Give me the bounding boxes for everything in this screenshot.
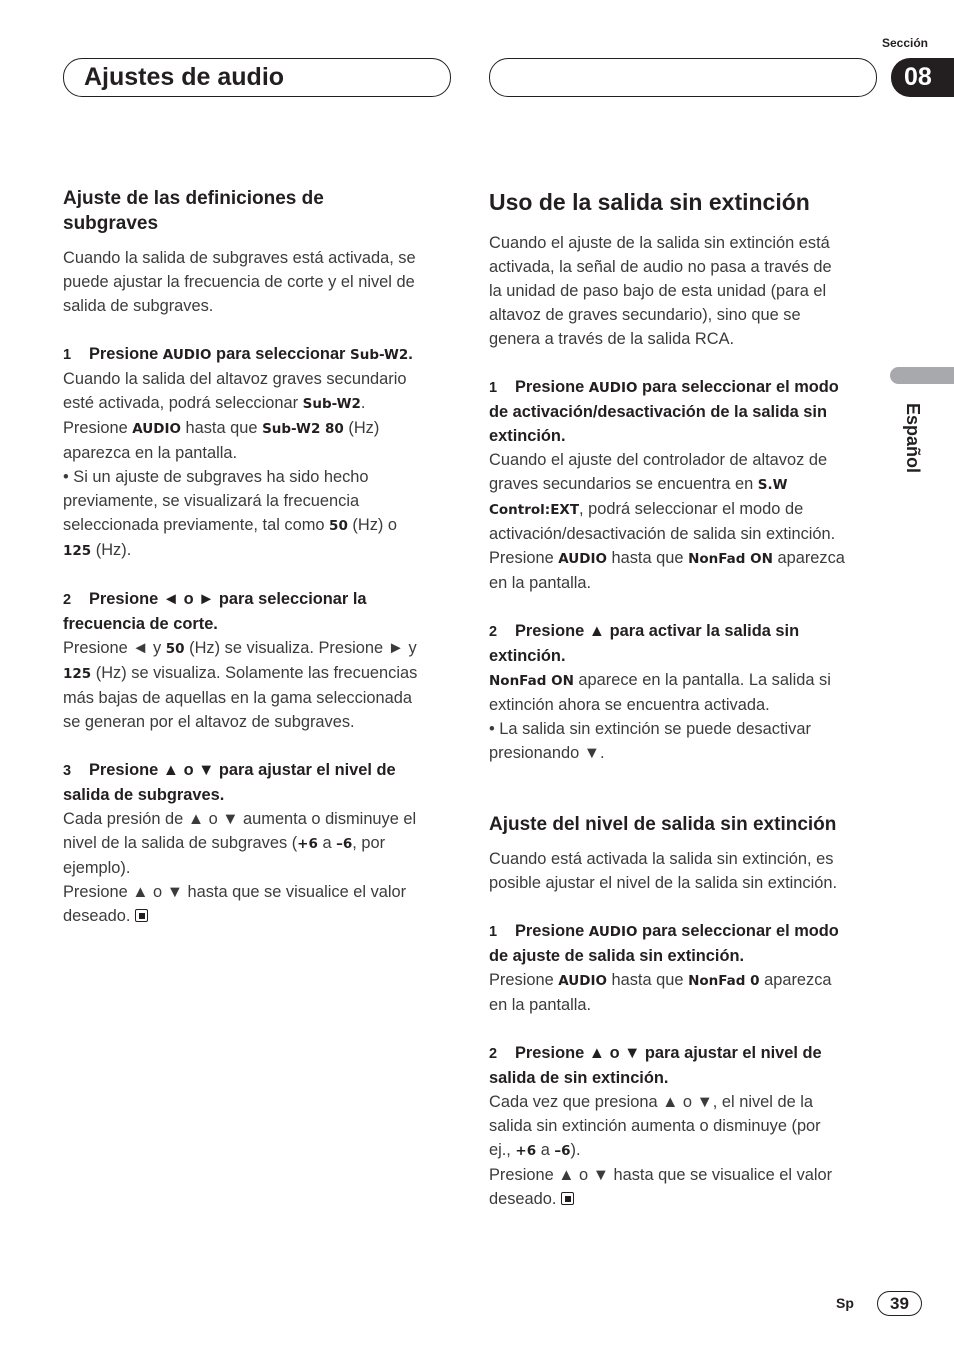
text-line: genera a través de la salida RCA.: [489, 330, 735, 348]
text-span: ).: [570, 1141, 581, 1159]
step-body: [489, 968, 881, 1017]
display-text: 125: [63, 543, 92, 559]
text-span: de activación/desactivación de la salida sin: [489, 403, 827, 421]
page-title: Ajustes de audio: [84, 63, 285, 91]
step-number: 2: [489, 1046, 498, 1062]
display-text: –6: [336, 836, 353, 852]
step-number: 2: [489, 624, 498, 640]
text-span: extinción.: [489, 427, 566, 445]
text-span: graves secundarios se encuentra en: [489, 475, 758, 493]
display-text: +6: [297, 836, 318, 852]
step-body: [489, 668, 881, 765]
text-span: para seleccionar el modo: [637, 378, 839, 396]
step-title: [63, 342, 455, 367]
display-text: 50: [165, 641, 185, 657]
text-span: seleccionada previamente, tal como: [63, 516, 330, 534]
text-span: salida de subgraves.: [63, 786, 225, 804]
text-span: .: [360, 394, 366, 412]
text-line: Cuando está activada la salida sin extinción, es: [489, 850, 834, 868]
display-text: Sub-W2: [350, 347, 409, 363]
text-line: Cuando el ajuste de la salida sin extinción está: [489, 234, 830, 252]
step-body: [489, 448, 881, 595]
language-tab-bar: [890, 367, 954, 384]
text-span: ej.,: [489, 1141, 516, 1159]
text-line: previamente, se visualizará la frecuencia: [63, 492, 360, 510]
text-span: para seleccionar: [211, 345, 350, 363]
display-text: –6: [554, 1143, 571, 1159]
text-line: activación/desactivación de salida sin extinción.: [489, 525, 836, 543]
text-span: aparezca: [772, 549, 845, 567]
key-label: AUDIO: [558, 973, 607, 989]
text-line: en la pantalla.: [489, 574, 592, 592]
display-text: NonFad 0: [688, 973, 760, 989]
text-span: para seleccionar el modo: [637, 922, 839, 940]
text-span: aparezca: [759, 971, 832, 989]
text-span: .: [408, 345, 413, 363]
section-number-tab: 08: [891, 58, 954, 97]
text-line: Presione ▲ o ▼ hasta que se visualice el valor: [489, 1166, 833, 1184]
step-title: [489, 919, 881, 968]
text-line: • Si un ajuste de subgraves ha sido hecho: [63, 468, 369, 486]
step-number: 1: [63, 347, 72, 363]
key-label: AUDIO: [162, 347, 212, 363]
step-body: [63, 636, 455, 734]
text-span: nivel de la salida de subgraves (: [63, 834, 298, 852]
text-line: en la pantalla.: [489, 996, 592, 1014]
text-line: más bajas de aquellas en la gama seleccionada: [63, 689, 412, 707]
key-label: AUDIO: [588, 924, 638, 940]
text-line: salida de subgraves.: [63, 297, 214, 315]
text-span: (Hz) se visualiza. Solamente las frecuencias: [91, 664, 418, 682]
step-title: [489, 619, 881, 668]
sub-heading: Ajuste del nivel de salida sin extinción: [489, 814, 837, 835]
heading-line: subgraves: [63, 213, 159, 234]
display-text: 50: [329, 518, 348, 534]
step-body: [63, 367, 455, 563]
text-line: extinción ahora se encuentra activada.: [489, 696, 770, 714]
end-mark-icon: [135, 909, 148, 922]
header-title-frame: [63, 58, 451, 97]
text-line: ejemplo).: [63, 859, 131, 877]
text-span: salida de sin extinción.: [489, 1069, 669, 1087]
text-span: Presione: [515, 922, 589, 940]
text-line: Cada presión de ▲ o ▼ aumenta o disminuye el: [63, 810, 417, 828]
display-text: +6: [515, 1143, 537, 1159]
text-span: Presione ▲ para activar la salida sin: [515, 622, 800, 640]
text-span: Presione ▲ o ▼ para ajustar el nivel de: [515, 1044, 822, 1062]
text-line: Cuando la salida del altavoz graves secundario: [63, 370, 407, 388]
text-line: Cuando la salida de subgraves está activada, se: [63, 249, 416, 267]
text-span: a: [317, 834, 337, 852]
sub-intro-text: [489, 847, 881, 895]
text-span: (Hz): [343, 419, 380, 437]
text-line: Cuando el ajuste del controlador de altavoz de: [489, 451, 828, 469]
step-title: [489, 375, 881, 448]
text-span: (Hz) se visualiza. Presione ► y: [184, 639, 417, 657]
end-mark-icon: [561, 1192, 574, 1205]
text-span: (Hz).: [91, 541, 132, 559]
language-label: Español: [903, 403, 923, 474]
text-line: se generan por el altavoz de subgraves.: [63, 713, 355, 731]
text-line: salida sin extinción aumenta o disminuye (por: [489, 1117, 821, 1135]
section-title: Uso de la salida sin extinción: [489, 189, 810, 215]
text-span: frecuencia de corte.: [63, 615, 218, 633]
text-line: deseado.: [489, 1190, 557, 1208]
header-blank-frame: [489, 58, 877, 97]
display-text: 125: [63, 666, 92, 682]
text-line: Cada vez que presiona ▲ o ▼, el nivel de la: [489, 1093, 814, 1111]
step-body: [489, 1090, 881, 1211]
text-span: Presione: [489, 971, 559, 989]
intro-text: [489, 231, 881, 351]
text-span: a: [536, 1141, 555, 1159]
step-title: [63, 758, 455, 807]
text-span: , por: [352, 834, 386, 852]
text-span: Presione ◄ o ► para seleccionar la: [89, 590, 367, 608]
text-line: Presione ▲ o ▼ hasta que se visualice el valor: [63, 883, 407, 901]
key-label: AUDIO: [558, 551, 607, 567]
display-text: Sub-W2 80: [262, 421, 344, 437]
section-heading: [63, 186, 455, 236]
step-number: 3: [63, 763, 72, 779]
heading-line: Ajuste de las definiciones de: [63, 188, 324, 209]
text-span: de ajuste de salida sin extinción.: [489, 947, 745, 965]
text-span: hasta que: [606, 549, 689, 567]
step-body: [63, 807, 455, 928]
display-text: S.W: [757, 477, 788, 493]
text-line: puede ajustar la frecuencia de corte y el nivel de: [63, 273, 415, 291]
text-line: • La salida sin extinción se puede desactivar: [489, 720, 811, 738]
display-text: NonFad ON: [688, 551, 773, 567]
text-span: esté activada, podrá seleccionar: [63, 394, 303, 412]
intro-text: [63, 246, 455, 318]
step-number: 2: [63, 592, 72, 608]
text-line: presionando ▼.: [489, 744, 605, 762]
text-span: extinción.: [489, 647, 566, 665]
text-line: altavoz de graves secundario), sino que se: [489, 306, 801, 324]
text-span: Presione: [489, 549, 559, 567]
display-text: Sub-W2: [302, 396, 361, 412]
display-text: NonFad ON: [489, 673, 574, 689]
text-line: la unidad de paso bajo de esta unidad (para el: [489, 282, 827, 300]
text-span: Presione ◄ y: [63, 639, 166, 657]
text-span: aparece en la pantalla. La salida si: [573, 671, 831, 689]
right-column: [489, 186, 881, 1211]
text-span: Presione: [89, 345, 163, 363]
page-number: 39: [877, 1291, 922, 1316]
text-span: , podrá seleccionar el modo de: [579, 500, 804, 518]
text-span: Presione: [515, 378, 589, 396]
display-text: Control:EXT: [489, 502, 580, 518]
text-span: hasta que: [606, 971, 689, 989]
text-span: (Hz) o: [347, 516, 398, 534]
footer-language-code: Sp: [836, 1295, 854, 1311]
key-label: AUDIO: [132, 421, 181, 437]
left-column: [63, 186, 455, 928]
text-span: Presione: [63, 419, 133, 437]
text-line: activada, la señal de audio no pasa a través de: [489, 258, 832, 276]
text-span: Presione ▲ o ▼ para ajustar el nivel de: [89, 761, 396, 779]
step-title: [489, 1041, 881, 1090]
text-line: aparezca en la pantalla.: [63, 444, 238, 462]
step-number: 1: [489, 924, 498, 940]
text-line: posible ajustar el nivel de la salida sin extinción.: [489, 874, 838, 892]
text-line: deseado.: [63, 907, 131, 925]
step-title: [63, 587, 455, 636]
text-span: hasta que: [180, 419, 263, 437]
step-number: 1: [489, 380, 498, 396]
section-label: Sección: [881, 36, 928, 50]
key-label: AUDIO: [588, 380, 638, 396]
